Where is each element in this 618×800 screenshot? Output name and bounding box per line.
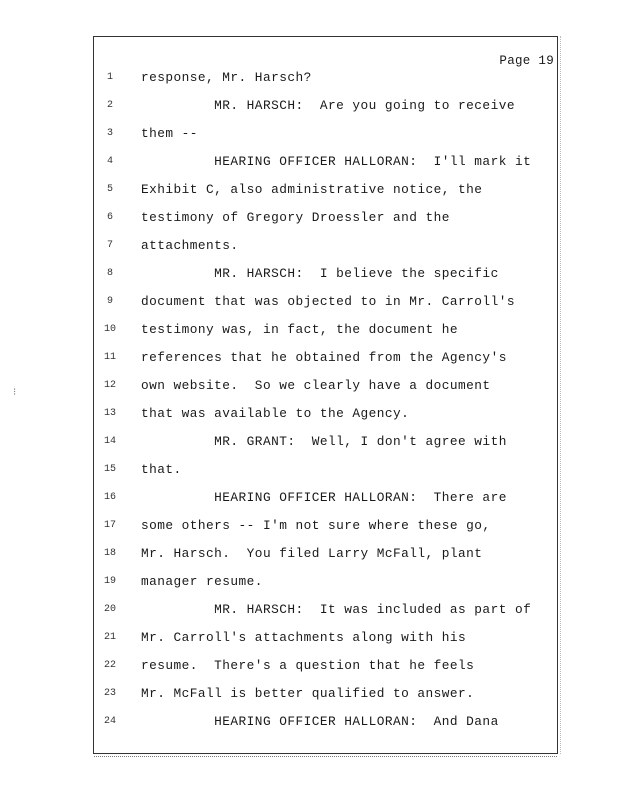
transcript-line xyxy=(0,350,618,378)
transcript-line xyxy=(0,518,618,546)
transcript-line xyxy=(0,378,618,406)
line-text: HEARING OFFICER HALLORAN: There are xyxy=(141,490,507,505)
line-text: some others -- I'm not sure where these go, xyxy=(141,518,491,533)
transcript-line xyxy=(0,714,618,742)
line-text: HEARING OFFICER HALLORAN: I'll mark it xyxy=(141,154,532,169)
line-text: MR. HARSCH: I believe the specific xyxy=(141,266,499,281)
line-text: MR. GRANT: Well, I don't agree with xyxy=(141,434,507,449)
line-text: that was available to the Agency. xyxy=(141,406,410,421)
transcript-line xyxy=(0,574,618,602)
transcript-line xyxy=(0,238,618,266)
line-number: 9 xyxy=(106,296,113,307)
line-number: 5 xyxy=(106,184,113,195)
line-text: Mr. McFall is better qualified to answer. xyxy=(141,686,475,701)
line-number: 4 xyxy=(106,156,113,167)
line-text: Mr. Harsch. You filed Larry McFall, plant xyxy=(141,546,483,561)
line-number: 12 xyxy=(103,380,116,391)
line-text: HEARING OFFICER HALLORAN: And Dana xyxy=(141,714,499,729)
line-text: manager resume. xyxy=(141,574,263,589)
line-number: 14 xyxy=(103,436,116,447)
line-number: 3 xyxy=(106,128,113,139)
transcript-line xyxy=(0,630,618,658)
margin-mark: ⁝ xyxy=(13,388,17,399)
transcript-line xyxy=(0,322,618,350)
line-number: 19 xyxy=(103,576,116,587)
line-number: 15 xyxy=(103,464,116,475)
transcript-line xyxy=(0,462,618,490)
line-text: document that was objected to in Mr. Carroll's xyxy=(141,294,515,309)
transcript-line xyxy=(0,98,618,126)
line-text: testimony was, in fact, the document he xyxy=(141,322,459,337)
line-number: 16 xyxy=(103,492,116,503)
line-number: 10 xyxy=(103,324,116,335)
transcript-line xyxy=(0,602,618,630)
line-text: that. xyxy=(141,462,182,477)
transcript-line xyxy=(0,266,618,294)
transcript-line xyxy=(0,490,618,518)
line-number: 21 xyxy=(103,632,116,643)
line-number: 13 xyxy=(103,408,116,419)
transcript-line xyxy=(0,126,618,154)
line-number: 11 xyxy=(103,352,116,363)
transcript-line xyxy=(0,294,618,322)
line-text: Exhibit C, also administrative notice, the xyxy=(141,182,483,197)
transcript-line xyxy=(0,182,618,210)
line-number: 7 xyxy=(106,240,113,251)
line-text: Mr. Carroll's attachments along with his xyxy=(141,630,467,645)
line-number: 17 xyxy=(103,520,116,531)
line-number: 1 xyxy=(106,72,113,83)
line-text: testimony of Gregory Droessler and the xyxy=(141,210,450,225)
transcript-line xyxy=(0,406,618,434)
line-number: 20 xyxy=(103,604,116,615)
transcript-line xyxy=(0,686,618,714)
line-number: 6 xyxy=(106,212,113,223)
line-text: resume. There's a question that he feels xyxy=(141,658,475,673)
line-number: 18 xyxy=(103,548,116,559)
line-text: MR. HARSCH: It was included as part of xyxy=(141,602,532,617)
page-number: Page 19 xyxy=(499,54,554,68)
transcript-line xyxy=(0,434,618,462)
transcript-line xyxy=(0,154,618,182)
line-text: references that he obtained from the Agency's xyxy=(141,350,507,365)
line-text: response, Mr. Harsch? xyxy=(141,70,312,85)
transcript-line xyxy=(0,546,618,574)
line-number: 22 xyxy=(103,660,116,671)
line-number: 8 xyxy=(106,268,113,279)
line-text: them -- xyxy=(141,126,198,141)
transcript-line xyxy=(0,70,618,98)
line-number: 23 xyxy=(103,688,116,699)
line-text: MR. HARSCH: Are you going to receive xyxy=(141,98,515,113)
line-text: own website. So we clearly have a document xyxy=(141,378,491,393)
transcript-line xyxy=(0,658,618,686)
transcript-line xyxy=(0,210,618,238)
line-number: 2 xyxy=(106,100,113,111)
line-text: attachments. xyxy=(141,238,239,253)
line-number: 24 xyxy=(103,716,116,727)
